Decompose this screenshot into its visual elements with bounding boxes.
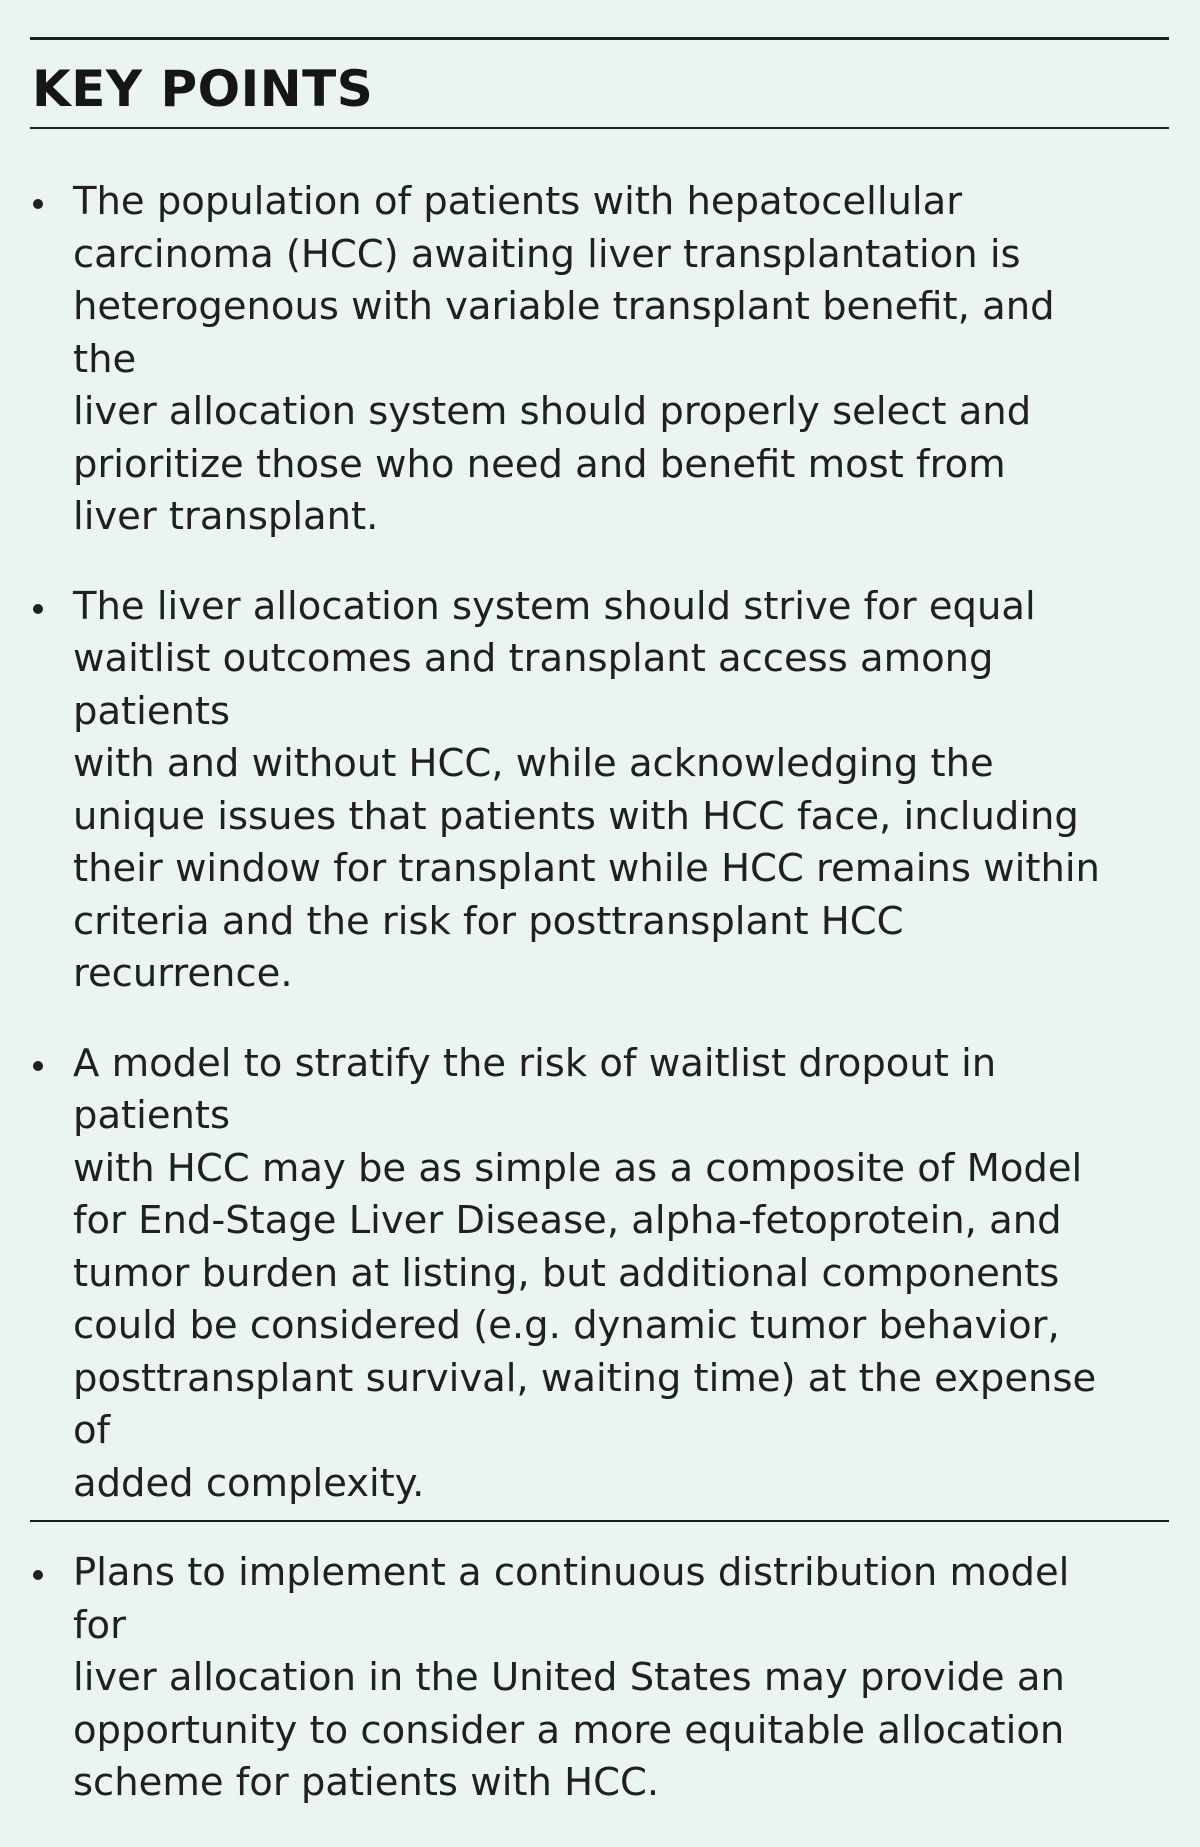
key-point-1-line-3: heterogenous with variable transplant benefit, and the <box>73 284 1055 382</box>
key-point-1 <box>0 176 1120 544</box>
key-point-4 <box>0 1547 1120 1810</box>
key-point-3-line-1: A model to stratify the risk of waitlist dropout in patients <box>73 1040 997 1138</box>
key-point-1-line-6: liver transplant. <box>73 494 379 539</box>
top-rule <box>30 37 1169 40</box>
key-point-2-line-4: unique issues that patients with HCC face, including <box>73 793 1079 839</box>
bottom-rule <box>30 1520 1169 1522</box>
key-point-4-line-2: liver allocation in the United States may provide an <box>73 1655 1065 1700</box>
key-point-1-line-5: prioritize those who need and benefit most from <box>73 441 1006 487</box>
key-point-2-line-6: criteria and the risk for posttransplant HCC recurrence. <box>73 898 904 996</box>
key-point-3-line-2: with HCC may be as simple as a composite of Model <box>73 1145 1083 1191</box>
key-point-3-line-5: could be considered (e.g. dynamic tumor behavior, <box>73 1303 1060 1348</box>
key-point-4-line-4: scheme for patients with HCC. <box>73 1760 660 1805</box>
key-point-3-line-4: tumor burden at listing, but additional components <box>73 1250 1060 1296</box>
key-point-2-line-2: waitlist outcomes and transplant access among patients <box>73 636 994 734</box>
key-point-4-line-1: Plans to implement a continuous distribution model for <box>73 1550 1070 1648</box>
key-point-1-line-4: liver allocation system should properly select and <box>73 389 1032 434</box>
section-title: KEY POINTS <box>32 60 374 118</box>
key-point-1-line-2: carcinoma (HCC) awaiting liver transplantation is <box>73 231 1021 277</box>
key-point-2-line-3: with and without HCC, while acknowledging the <box>73 741 994 786</box>
key-point-4-line-3: opportunity to consider a more equitable allocation <box>73 1707 1065 1753</box>
key-point-3-line-7: added complexity. <box>73 1460 425 1506</box>
title-underline-rule <box>30 127 1169 129</box>
key-point-3 <box>0 1038 1120 1511</box>
key-point-1-line-1: The population of patients with hepatocellular <box>73 179 963 224</box>
key-point-3-line-6: posttransplant survival, waiting time) at the expense of <box>73 1355 1097 1453</box>
key-point-2-line-1: The liver allocation system should strive for equal <box>73 583 1036 629</box>
key-points-list <box>0 176 1200 1847</box>
key-point-2 <box>0 581 1120 1001</box>
key-point-3-line-3: for End-Stage Liver Disease, alpha-fetoprotein, and <box>73 1198 1062 1243</box>
key-point-2-line-5: their window for transplant while HCC remains within <box>73 846 1100 891</box>
